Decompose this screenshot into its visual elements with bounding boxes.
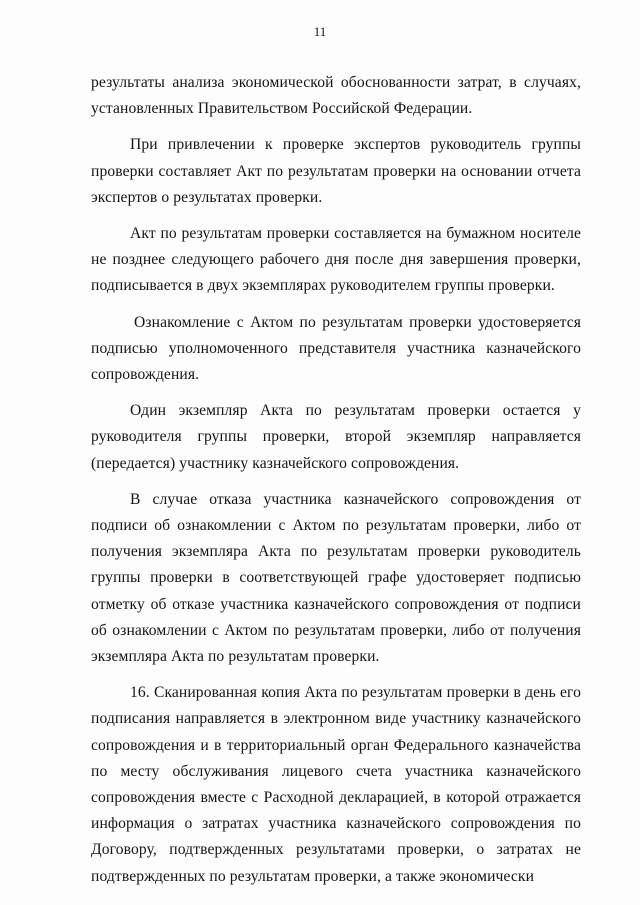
paragraph-refusal: В случае отказа участника казначейского сопровождения от подписи об ознакомлении с Актом по результатам проверки, либо от получения экземпляра Акта по результатам проверки руководитель группы проверки в соответствующей графе удостоверяет подписью отметку об отказе участника казначейского сопровождения от подписи об ознакомлении с Актом по результатам проверки, либо от получения экземпляра Акта по результатам проверки. [91,490,581,666]
document-body [91,70,581,890]
paragraph-experts-act: При привлечении к проверке экспертов руководитель группы проверки составляет Акт по результатам проверки на основании отчета экспертов о результатах проверки. [91,136,581,206]
page-number: 11 [313,24,327,39]
paragraph-item-16: 16. Сканированная копия Акта по результатам проверки в день его подписания направляется в электронном виде участнику казначейского сопровождения и в территориальный орган Федерального казначейства по месту обслуживания лицевого счета участника казначейского сопровождения вместе с Расходной декларацией, в которой отражается информация о затратах участника казначейского сопровождения по Договору, подтвержденных результатами проверки, о затратах не подтвержденных по результатам проверки, а также экономически [91,684,581,885]
paragraph-act-paper: Акт по результатам проверки составляется на бумажном носителе не позднее следующего рабочего дня после дня завершения проверки, подписывается в двух экземплярах руководителем группы проверки. [91,225,581,295]
paragraph-act-acknowledgement: Ознакомление с Актом по результатам проверки удостоверяется подписью уполномоченного представителя участника казначейского сопровождения. [91,313,581,384]
paragraph-act-copies: Один экземпляр Акта по результатам проверки остается у руководителя группы проверки, второй экземпляр направляется (передается) участнику казначейского сопровождения. [91,402,581,472]
paragraph-continuation: результаты анализа экономической обоснованности затрат, в случаях, установленных Правительством Российской Федерации. [91,74,581,118]
